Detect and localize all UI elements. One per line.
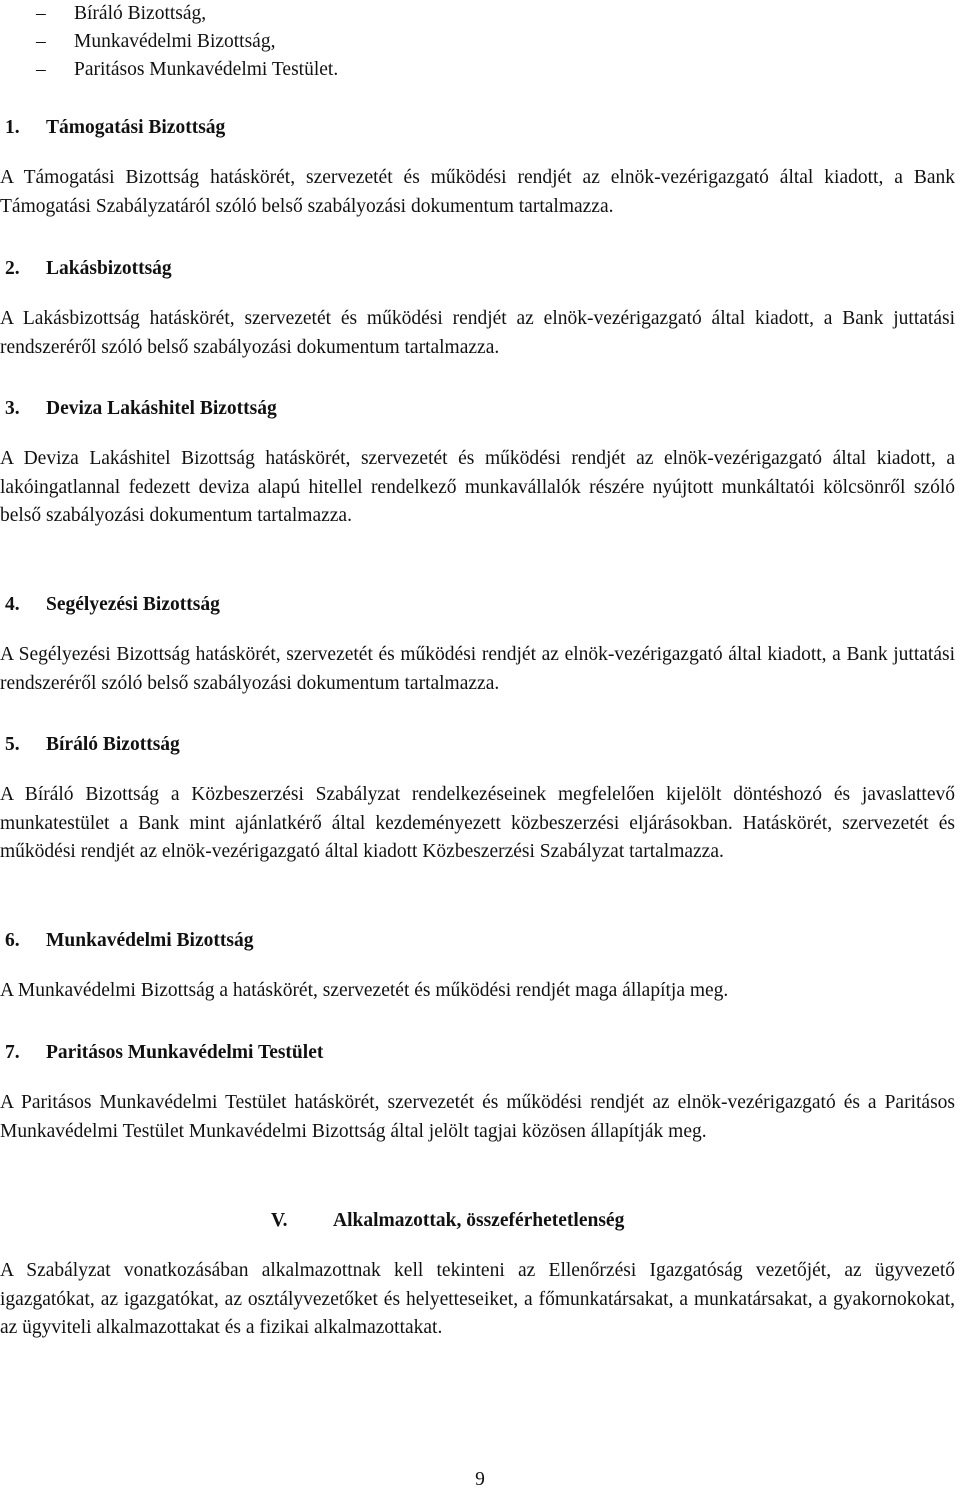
section-title: Deviza Lakáshitel Bizottság bbox=[46, 398, 277, 419]
page-number: 9 bbox=[475, 1469, 485, 1490]
list-item-text: Bíráló Bizottság, bbox=[74, 3, 207, 24]
section-paragraph: A Bíráló Bizottság a Közbeszerzési Szabályzat rendelkezéseinek megfelelően kijelölt döntéshozó és javaslattevő munkatestület a Bank mint ajánlatkérő által kezdeményezett közbeszerzési eljárásokban. Hatáskörét, szervezetét és működési rendjét az elnök-vezérigazgató által kiadott Közbeszerzési Szabályzat tartalmazza. bbox=[0, 784, 955, 862]
dash-bullet: – bbox=[36, 3, 46, 24]
section-title: Lakásbizottság bbox=[46, 258, 172, 279]
dash-bullet: – bbox=[36, 31, 46, 52]
section-number: 5. bbox=[5, 734, 20, 755]
section-heading bbox=[0, 591, 955, 619]
section-paritasos-munkavedelmi-testulet bbox=[0, 1039, 955, 1146]
section-segelyezesi-bizottsag bbox=[0, 591, 955, 698]
chapter-paragraph: A Szabályzat vonatkozásában alkalmazottnak kell tekinteni az Ellenőrzési Igazgatóság vezetőjét, az ügyvezető igazgatókat, az igazgatókat, az osztályvezetőket és helyetteseiket, a főmunkatársakat, a munkatársakat, a gyakornokokat, az ügyviteli alkalmazottakat és a fizikai alkalmazottakat. bbox=[0, 1260, 955, 1338]
section-number: 4. bbox=[5, 594, 20, 615]
section-heading bbox=[0, 114, 955, 142]
intro-dash-list bbox=[0, 0, 960, 84]
section-title: Paritásos Munkavédelmi Testület bbox=[46, 1042, 324, 1063]
section-paragraph: A Segélyezési Bizottság hatáskörét, szervezetét és működési rendjét az elnök-vezérigazgató által kiadott, a Bank juttatási rendszeréről szóló belső szabályozási dokumentum tartalmazza. bbox=[0, 644, 955, 694]
section-tamogatasi-bizottsag bbox=[0, 114, 955, 221]
list-item bbox=[0, 0, 960, 28]
list-item bbox=[0, 56, 960, 84]
list-item bbox=[0, 28, 960, 56]
section-paragraph: A Támogatási Bizottság hatáskörét, szervezetét és működési rendjét az elnök-vezérigazgató által kiadott, a Bank Támogatási Szabályzatáról szóló belső szabályozási dokumentum tartalmazza. bbox=[0, 167, 955, 217]
section-biralo-bizottsag bbox=[0, 731, 955, 867]
chapter-title: Alkalmazottak, összeférhetetlenség bbox=[333, 1210, 625, 1231]
section-title: Segélyezési Bizottság bbox=[46, 594, 220, 615]
section-title: Támogatási Bizottság bbox=[46, 117, 226, 138]
section-number: 2. bbox=[5, 258, 20, 279]
section-heading bbox=[0, 731, 955, 759]
chapter-number: V. bbox=[271, 1210, 288, 1231]
section-number: 7. bbox=[5, 1042, 20, 1063]
section-number: 3. bbox=[5, 398, 20, 419]
section-heading bbox=[0, 255, 955, 283]
dash-bullet: – bbox=[36, 59, 46, 80]
section-deviza-lakashitel-bizottsag bbox=[0, 395, 955, 531]
section-munkavedelmi-bizottsag bbox=[0, 927, 955, 1006]
section-title: Munkavédelmi Bizottság bbox=[46, 930, 254, 951]
section-heading bbox=[0, 1039, 955, 1067]
list-item-text: Munkavédelmi Bizottság, bbox=[74, 31, 276, 52]
section-paragraph: A Paritásos Munkavédelmi Testület hatáskörét, szervezetét és működési rendjét az elnök-vezérigazgató és a Paritásos Munkavédelmi Testület Munkavédelmi Bizottság által jelölt tagjai közösen állapítják meg. bbox=[0, 1092, 955, 1142]
section-heading bbox=[0, 927, 955, 955]
section-heading bbox=[0, 395, 955, 423]
chapter-heading bbox=[0, 1207, 955, 1235]
section-title: Bíráló Bizottság bbox=[46, 734, 180, 755]
section-paragraph: A Lakásbizottság hatáskörét, szervezetét és működési rendjét az elnök-vezérigazgató által kiadott, a Bank juttatási rendszeréről szóló belső szabályozási dokumentum tartalmazza. bbox=[0, 308, 955, 358]
section-number: 6. bbox=[5, 930, 20, 951]
list-item-text: Paritásos Munkavédelmi Testület. bbox=[74, 59, 339, 80]
section-paragraph: A Deviza Lakáshitel Bizottság hatáskörét, szervezetét és működési rendjét az elnök-vezérigazgató által kiadott, a lakóingatlannal fedezett deviza alapú hitellel rendelkező munkavállalók részére nyújtott munkáltatói kölcsönről szóló belső szabályozási dokumentum tartalmazza. bbox=[0, 448, 955, 526]
section-lakasbizottsag bbox=[0, 255, 955, 362]
section-number: 1. bbox=[5, 117, 20, 138]
chapter-alkalmazottak bbox=[0, 1207, 955, 1343]
section-paragraph: A Munkavédelmi Bizottság a hatáskörét, szervezetét és működési rendjét maga állapítja meg. bbox=[0, 980, 729, 1001]
